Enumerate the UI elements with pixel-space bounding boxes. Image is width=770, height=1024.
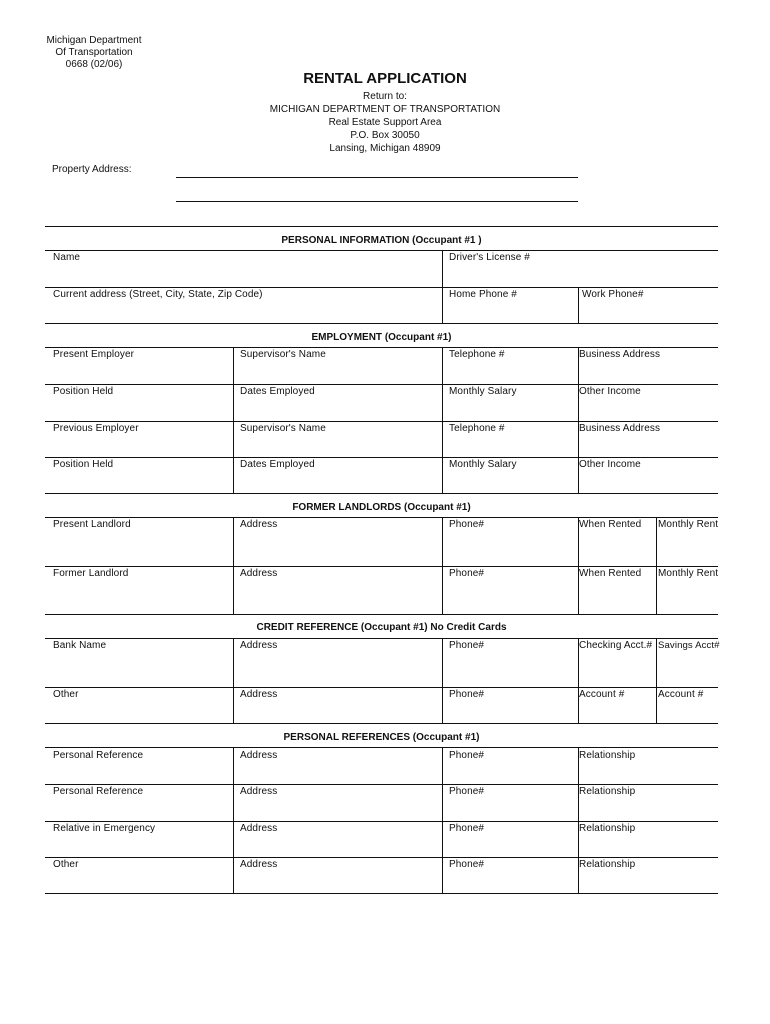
field-dates-employed[interactable]: Dates Employed bbox=[240, 386, 315, 397]
field-monthly-salary[interactable]: Monthly Salary bbox=[449, 386, 517, 397]
column-divider bbox=[442, 250, 443, 324]
field-account-number[interactable]: Account # bbox=[658, 689, 704, 700]
field-other-income[interactable]: Other Income bbox=[579, 386, 641, 397]
field-phone[interactable]: Phone# bbox=[449, 640, 485, 651]
field-personal-reference[interactable]: Personal Reference bbox=[53, 786, 144, 797]
section-rule bbox=[45, 747, 718, 748]
row-rule bbox=[45, 457, 718, 458]
field-name[interactable]: Name bbox=[53, 252, 81, 263]
field-address[interactable]: Address bbox=[240, 689, 278, 700]
row-rule bbox=[45, 566, 718, 567]
row-rule bbox=[45, 784, 718, 785]
column-divider bbox=[442, 638, 443, 724]
section-rule bbox=[45, 250, 718, 251]
field-telephone[interactable]: Telephone # bbox=[449, 423, 505, 434]
field-position-held[interactable]: Position Held bbox=[53, 459, 114, 470]
field-phone[interactable]: Phone# bbox=[449, 689, 485, 700]
row-rule bbox=[45, 857, 718, 858]
field-dates-employed[interactable]: Dates Employed bbox=[240, 459, 315, 470]
field-other-bank[interactable]: Other bbox=[53, 689, 79, 700]
row-rule bbox=[45, 821, 718, 822]
field-present-employer[interactable]: Present Employer bbox=[53, 349, 135, 360]
section-title-personal: PERSONAL INFORMATION (Occupant #1 ) bbox=[281, 235, 482, 246]
row-rule bbox=[45, 723, 718, 724]
field-phone[interactable]: Phone# bbox=[449, 568, 485, 579]
field-address[interactable]: Address bbox=[240, 568, 278, 579]
field-previous-employer[interactable]: Previous Employer bbox=[53, 423, 139, 434]
property-address-line-1[interactable] bbox=[176, 177, 578, 178]
section-title-landlords: FORMER LANDLORDS (Occupant #1) bbox=[292, 502, 471, 513]
field-business-address[interactable]: Business Address bbox=[579, 423, 661, 434]
field-supervisor-name[interactable]: Supervisor's Name bbox=[240, 349, 326, 360]
section-title-credit: CREDIT REFERENCE (Occupant #1) No Credit Cards bbox=[256, 622, 507, 633]
section-title-employment: EMPLOYMENT (Occupant #1) bbox=[311, 332, 452, 343]
agency-block bbox=[40, 35, 148, 71]
field-relationship[interactable]: Relationship bbox=[579, 859, 636, 870]
field-account-number[interactable]: Account # bbox=[579, 689, 625, 700]
field-former-landlord[interactable]: Former Landlord bbox=[53, 568, 129, 579]
field-phone[interactable]: Phone# bbox=[449, 786, 485, 797]
property-address-label: Property Address: bbox=[52, 164, 132, 175]
field-monthly-rent[interactable]: Monthly Rent bbox=[658, 568, 719, 579]
field-work-phone[interactable]: Work Phone# bbox=[582, 289, 644, 300]
return-line: MICHIGAN DEPARTMENT OF TRANSPORTATION bbox=[269, 104, 501, 115]
field-address[interactable]: Address bbox=[240, 519, 278, 530]
field-when-rented[interactable]: When Rented bbox=[579, 568, 642, 579]
field-phone[interactable]: Phone# bbox=[449, 859, 485, 870]
field-current-address[interactable]: Current address (Street, City, State, Zip Code) bbox=[53, 289, 263, 300]
field-other-reference[interactable]: Other bbox=[53, 859, 79, 870]
field-present-landlord[interactable]: Present Landlord bbox=[53, 519, 131, 530]
field-bank-name[interactable]: Bank Name bbox=[53, 640, 107, 651]
section-title-references: PERSONAL REFERENCES (Occupant #1) bbox=[283, 732, 480, 743]
section-rule bbox=[45, 347, 718, 348]
column-divider bbox=[233, 638, 234, 724]
row-rule bbox=[45, 493, 718, 494]
field-address[interactable]: Address bbox=[240, 786, 278, 797]
row-rule bbox=[45, 421, 718, 422]
field-telephone[interactable]: Telephone # bbox=[449, 349, 505, 360]
field-home-phone[interactable]: Home Phone # bbox=[449, 289, 517, 300]
page-title: RENTAL APPLICATION bbox=[303, 70, 467, 87]
field-monthly-rent[interactable]: Monthly Rent bbox=[658, 519, 719, 530]
property-address-line-2[interactable] bbox=[176, 201, 578, 202]
form-number: 0668 (02/06) bbox=[65, 59, 123, 70]
row-rule bbox=[45, 893, 718, 894]
field-savings-account[interactable]: Savings Acct# bbox=[658, 640, 720, 651]
field-relative-emergency[interactable]: Relative in Emergency bbox=[53, 823, 156, 834]
field-phone[interactable]: Phone# bbox=[449, 823, 485, 834]
agency-line: Michigan Department bbox=[46, 35, 142, 46]
field-business-address[interactable]: Business Address bbox=[579, 349, 661, 360]
return-line: P.O. Box 30050 bbox=[350, 130, 420, 141]
row-rule bbox=[45, 323, 718, 324]
field-checking-account[interactable]: Checking Acct.# bbox=[579, 640, 653, 651]
row-rule bbox=[45, 614, 718, 615]
row-rule bbox=[45, 687, 718, 688]
column-divider bbox=[578, 287, 579, 324]
field-monthly-salary[interactable]: Monthly Salary bbox=[449, 459, 517, 470]
field-phone[interactable]: Phone# bbox=[449, 519, 485, 530]
field-address[interactable]: Address bbox=[240, 750, 278, 761]
field-address[interactable]: Address bbox=[240, 640, 278, 651]
column-divider bbox=[656, 638, 657, 724]
section-rule bbox=[45, 226, 718, 227]
field-when-rented[interactable]: When Rented bbox=[579, 519, 642, 530]
return-line: Real Estate Support Area bbox=[328, 117, 442, 128]
field-address[interactable]: Address bbox=[240, 823, 278, 834]
field-phone[interactable]: Phone# bbox=[449, 750, 485, 761]
agency-line: Of Transportation bbox=[55, 47, 133, 58]
section-rule bbox=[45, 517, 718, 518]
field-drivers-license[interactable]: Driver's License # bbox=[449, 252, 530, 263]
return-line: Lansing, Michigan 48909 bbox=[329, 143, 441, 154]
row-rule bbox=[45, 287, 718, 288]
field-supervisor-name[interactable]: Supervisor's Name bbox=[240, 423, 326, 434]
section-rule bbox=[45, 638, 718, 639]
field-relationship[interactable]: Relationship bbox=[579, 786, 636, 797]
field-relationship[interactable]: Relationship bbox=[579, 823, 636, 834]
return-address bbox=[0, 90, 770, 155]
field-other-income[interactable]: Other Income bbox=[579, 459, 641, 470]
row-rule bbox=[45, 384, 718, 385]
field-address[interactable]: Address bbox=[240, 859, 278, 870]
field-relationship[interactable]: Relationship bbox=[579, 750, 636, 761]
return-line: Return to: bbox=[363, 91, 407, 102]
field-personal-reference[interactable]: Personal Reference bbox=[53, 750, 144, 761]
field-position-held[interactable]: Position Held bbox=[53, 386, 114, 397]
